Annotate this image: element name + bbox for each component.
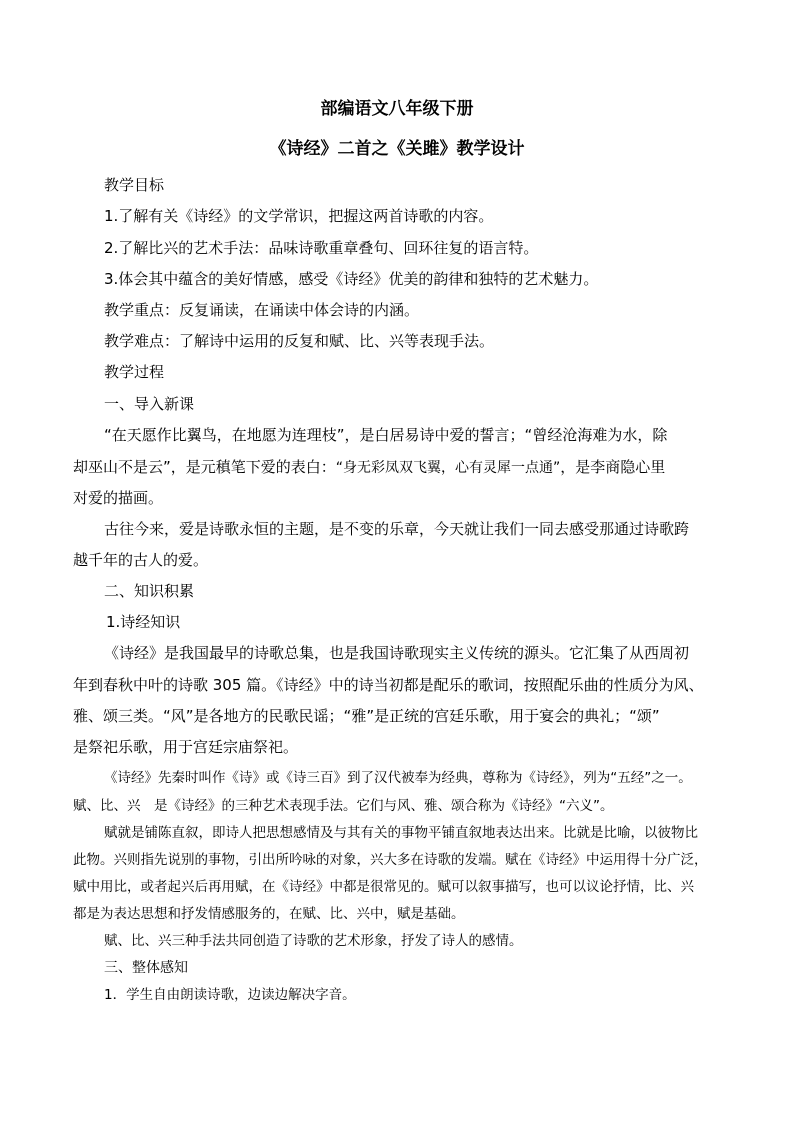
paragraph-line: 雅、颂三类。“风”是各地方的民歌民谣；“雅”是正统的宫廷乐歌，用于宴会的典礼；“颂” xyxy=(73,707,660,725)
paragraph-line: 古往今来，爱是诗歌永恒的主题，是不变的乐章，今天就让我们一同去感受那通过诗歌跨 xyxy=(104,520,690,538)
paragraph-line: 赋中用比，或者起兴后再用赋，在《诗经》中都是很常见的。赋可以叙事描写，也可以议论抒情，比、兴 xyxy=(73,879,694,895)
process-heading: 教学过程 xyxy=(104,363,165,381)
paragraph-line: 越千年的古人的爱。 xyxy=(73,551,209,569)
key-point: 教学重点：反复诵读，在诵读中体会诗的内涵。 xyxy=(104,301,420,319)
text-run: 却巫山不是云”，是元稹笔下爱的表白： xyxy=(73,458,336,476)
paragraph-line: “在天愿作比翼鸟，在地愿为连理枝”，是白居易诗中爱的誓言；“曾经沧海难为水，除 xyxy=(104,426,668,444)
paragraph-line xyxy=(73,456,665,479)
quoted-poem: “身无彩凤双飞翼，心有灵犀一点通” xyxy=(335,460,561,476)
paragraph-line: 是祭祀乐歌，用于宫廷宗庙祭祀。 xyxy=(73,738,299,756)
goal-item-3: 3.体会其中蕴含的美好情感，感受《诗经》优美的韵律和独特的艺术魅力。 xyxy=(104,270,599,288)
goals-heading: 教学目标 xyxy=(104,176,165,194)
document-title: 部编语文八年级下册 xyxy=(320,99,474,119)
paragraph-line: 赋、比、兴 是《诗经》的三种艺术表现手法。它们与风、雅、颂合称为《诗经》“六义”。 xyxy=(73,798,614,814)
document-subtitle: 《诗经》二首之《关雎》教学设计 xyxy=(269,139,525,159)
goal-item-1: 1.了解有关《诗经》的文学常识，把握这两首诗歌的内容。 xyxy=(104,207,494,225)
perception-item-1: 1．学生自由朗读诗歌，边读边解决字音。 xyxy=(104,987,356,1003)
paragraph-line: 对爱的描画。 xyxy=(73,489,164,507)
section-heading-intro: 一、导入新课 xyxy=(104,395,195,413)
paragraph-line: 都是为表达思想和抒发情感服务的，在赋、比、兴中，赋是基础。 xyxy=(73,906,465,922)
difficult-point: 教学难点：了解诗中运用的反复和赋、比、兴等表现手法。 xyxy=(104,332,495,350)
subsection-heading-shijing: 1.诗经知识 xyxy=(106,613,181,631)
goal-item-2: 2.了解比兴的艺术手法：品味诗歌重章叠句、回环往复的语言特。 xyxy=(104,239,539,257)
text-run: ，是李商隐心里 xyxy=(560,458,666,476)
section-heading-perception: 三、整体感知 xyxy=(104,960,188,976)
paragraph-line: 赋、比、兴三种手法共同创造了诗歌的艺术形象，抒发了诗人的感情。 xyxy=(104,933,523,949)
paragraph-line: 年到春秋中叶的诗歌 305 篇。《诗经》中的诗当初都是配乐的歌词，按照配乐曲的性质分为风、 xyxy=(73,676,704,694)
paragraph-line: 此物。兴则指先说别的事物，引出所吟咏的对象，兴大多在诗歌的发端。赋在《诗经》中运用得十分广泛， xyxy=(73,852,708,868)
section-heading-knowledge: 二、知识积累 xyxy=(104,582,195,600)
paragraph-line: 赋就是铺陈直叙，即诗人把思想感情及与其有关的事物平铺直叙地表达出来。比就是比喻，以彼物比 xyxy=(104,825,698,841)
paragraph-line: 《诗经》先秦时叫作《诗》或《诗三百》到了汉代被奉为经典，尊称为《诗经》，列为“五经”之一。 xyxy=(104,770,692,786)
paragraph-line: 《诗经》是我国最早的诗歌总集，也是我国诗歌现实主义传统的源头。它汇集了从西周初 xyxy=(104,644,690,662)
